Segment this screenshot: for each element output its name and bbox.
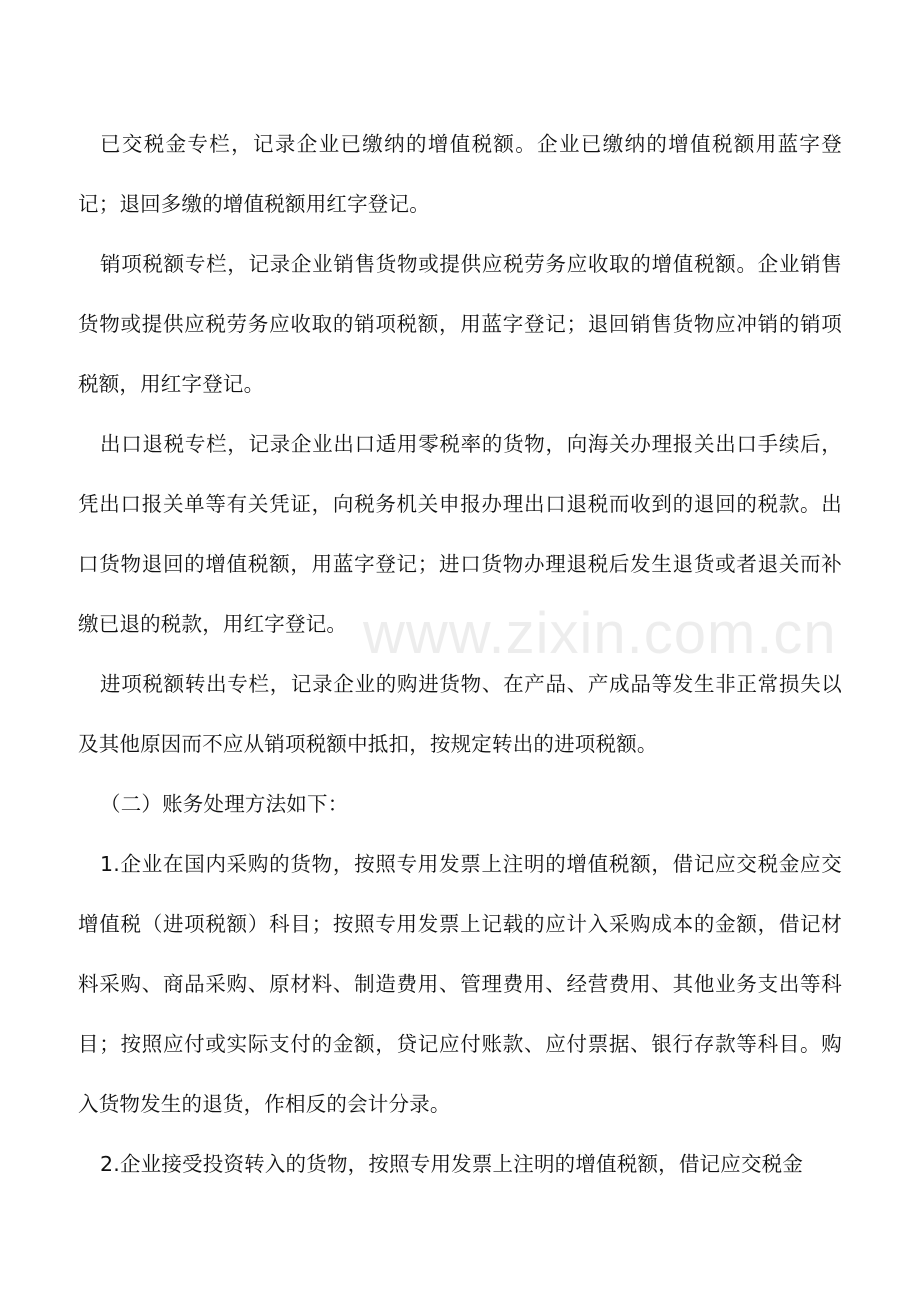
paragraph-item-2: 2.企业接受投资转入的货物，按照专用发票上注明的增值税额，借记应交税金 bbox=[100, 1152, 804, 1176]
paragraph-input-tax-transfer: 进项税额转出专栏，记录企业的购进货物、在产品、产成品等发生非正常损失以及其他原因而不应从销项税额中抵扣，按规定转出的进项税额。 bbox=[78, 672, 842, 756]
paragraph-item-1: 1.企业在国内采购的货物，按照专用发票上注明的增值税额，借记应交税金应交增值税（进项税额）科目；按照专用发票上记载的应计入采购成本的金额，借记材料采购、商品采购、原材料、制造费用、管理费用、经营费用、其他业务支出等科目；按照应付或实际支付的金额，贷记应付账款、应付票据、银行存款等科目。购入货物发生的退货，作相反的会计分录。 bbox=[78, 852, 842, 1116]
watermark: www.zixin.com.cn bbox=[363, 601, 837, 666]
document-body bbox=[78, 114, 842, 1194]
section-heading-accounting: （二）账务处理方法如下： bbox=[100, 792, 349, 816]
paragraph-output-tax: 销项税额专栏，记录企业销售货物或提供应税劳务应收取的增值税额。企业销售货物或提供应税劳务应收取的销项税额，用蓝字登记；退回销售货物应冲销的销项税额，用红字登记。 bbox=[78, 252, 842, 396]
paragraph-paid-tax: 已交税金专栏，记录企业已缴纳的增值税额。企业已缴纳的增值税额用蓝字登记；退回多缴的增值税额用红字登记。 bbox=[78, 132, 842, 216]
paragraph-export-refund: 出口退税专栏，记录企业出口适用零税率的货物，向海关办理报关出口手续后，凭出口报关单等有关凭证，向税务机关申报办理出口退税而收到的退回的税款。出口货物退回的增值税额，用蓝字登记；进口货物办理退税后发生退货或者退关而补缴已退的税款，用红字登记。 bbox=[78, 432, 842, 636]
